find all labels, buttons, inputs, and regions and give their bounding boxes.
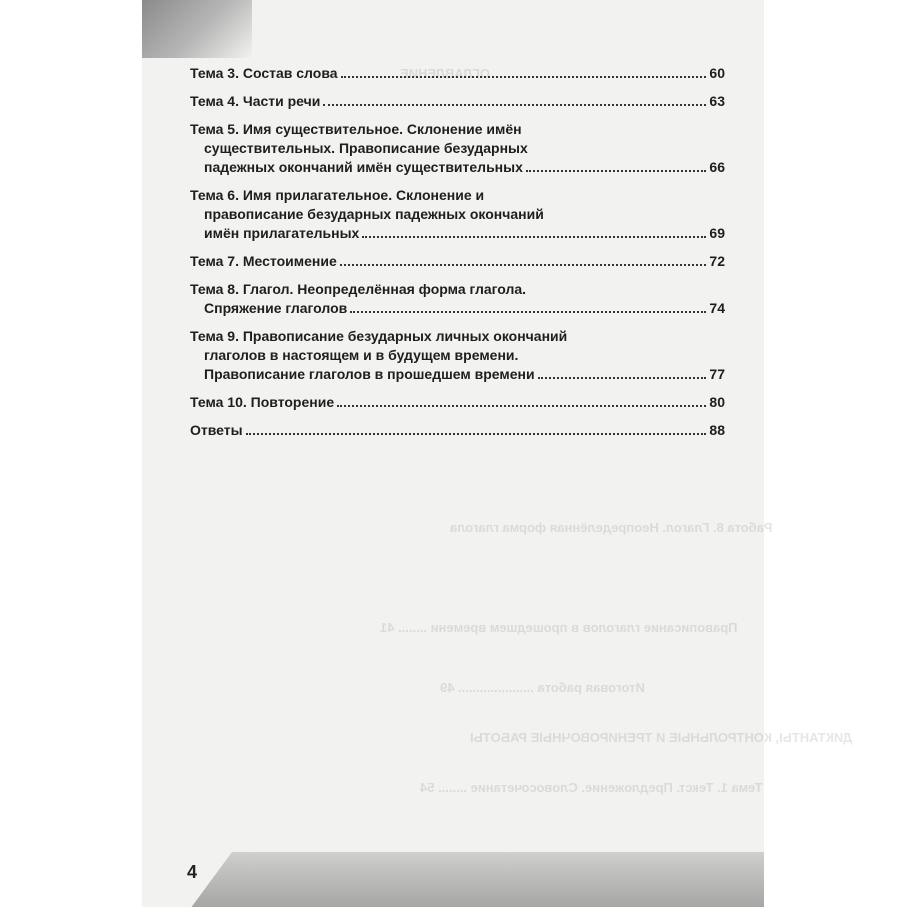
toc-entry-line <box>190 92 725 111</box>
toc-entry <box>190 393 725 412</box>
toc-entry <box>190 252 725 271</box>
toc-page-number: 77 <box>709 366 725 382</box>
page-number: 4 <box>187 862 198 882</box>
dot-leader <box>323 104 706 106</box>
toc-entry-line <box>190 158 725 177</box>
bleed-through-text: Тема 1. Текст. Предложение. Словосочетание ........ 54 <box>420 780 763 795</box>
toc-entry-text: Тема 7. Местоимение <box>190 253 337 269</box>
bleed-through-text: Работа 8. Глагол. Неопределённая форма глагола <box>450 520 773 535</box>
toc-entry-text: падежных окончаний имён существительных <box>204 159 523 175</box>
toc-entry <box>190 64 725 83</box>
footer-band <box>142 852 764 907</box>
toc-entry <box>190 421 725 440</box>
dot-leader <box>538 377 707 379</box>
toc-entry-text: правописание безударных падежных окончаний <box>204 206 544 222</box>
dot-leader <box>362 236 706 238</box>
toc-page-number: 66 <box>709 159 725 175</box>
toc-entry-text: Спряжение глаголов <box>204 300 348 316</box>
toc-entry-line <box>190 205 725 224</box>
table-of-contents <box>190 64 725 449</box>
toc-entry-text: Тема 8. Глагол. Неопределённая форма глагола. <box>190 281 527 297</box>
toc-page-number: 69 <box>709 225 725 241</box>
toc-entry <box>190 327 725 384</box>
dot-leader <box>341 76 707 78</box>
toc-entry-line <box>190 393 725 412</box>
bleed-through-text: Итоговая работа ..................... 49 <box>440 680 645 695</box>
dot-leader <box>350 311 706 313</box>
toc-entry-text: Тема 4. Части речи <box>190 93 321 109</box>
toc-entry-line <box>190 421 725 440</box>
dot-leader <box>246 433 707 435</box>
toc-entry-line <box>190 365 725 384</box>
toc-entry-text: Ответы <box>190 422 243 438</box>
bleed-through-text: ОГЛАВЛЕНИЕ <box>400 66 490 81</box>
toc-page-number: 63 <box>709 93 725 109</box>
toc-entry-line <box>190 139 725 158</box>
toc-entry-text: имён прилагательных <box>204 225 360 241</box>
toc-entry-text: Правописание глаголов в прошедшем времени <box>204 366 535 382</box>
toc-page-number: 60 <box>709 65 725 81</box>
toc-entry-line <box>190 252 725 271</box>
toc-entry <box>190 280 725 318</box>
toc-entry-text: Тема 5. Имя существительное. Склонение имён <box>190 121 522 137</box>
dot-leader <box>526 170 707 172</box>
toc-entry-text: глаголов в настоящем и в будущем времени. <box>204 347 519 363</box>
toc-page-number: 74 <box>709 300 725 316</box>
corner-shading <box>142 0 252 58</box>
toc-entry-line <box>190 280 725 299</box>
bleed-through-text: ДИКТАНТЫ, КОНТРОЛЬНЫЕ И ТРЕНИРОВОЧНЫЕ РАБОТЫ <box>470 730 853 745</box>
toc-entry-line <box>190 186 725 205</box>
toc-entry-line <box>190 346 725 365</box>
dot-leader <box>337 405 706 407</box>
toc-entry-line <box>190 299 725 318</box>
toc-entry-line <box>190 327 725 346</box>
toc-entry-line <box>190 64 725 83</box>
toc-entry-text: существительных. Правописание безударных <box>204 140 528 156</box>
toc-entry-text: Тема 6. Имя прилагательное. Склонение и <box>190 187 485 203</box>
toc-entry <box>190 120 725 177</box>
toc-entry-line <box>190 224 725 243</box>
bleed-through-text: Правописание глаголов в прошедшем времени ........ 41 <box>380 620 738 635</box>
toc-entry-text: Тема 9. Правописание безударных личных окончаний <box>190 328 568 344</box>
toc-entry-text: Тема 3. Состав слова <box>190 65 338 81</box>
toc-page-number: 72 <box>709 253 725 269</box>
toc-entry <box>190 92 725 111</box>
toc-page-number: 80 <box>709 394 725 410</box>
dot-leader <box>340 264 707 266</box>
toc-entry-line <box>190 120 725 139</box>
toc-page-number: 88 <box>709 422 725 438</box>
toc-entry-text: Тема 10. Повторение <box>190 394 335 410</box>
toc-entry <box>190 186 725 243</box>
